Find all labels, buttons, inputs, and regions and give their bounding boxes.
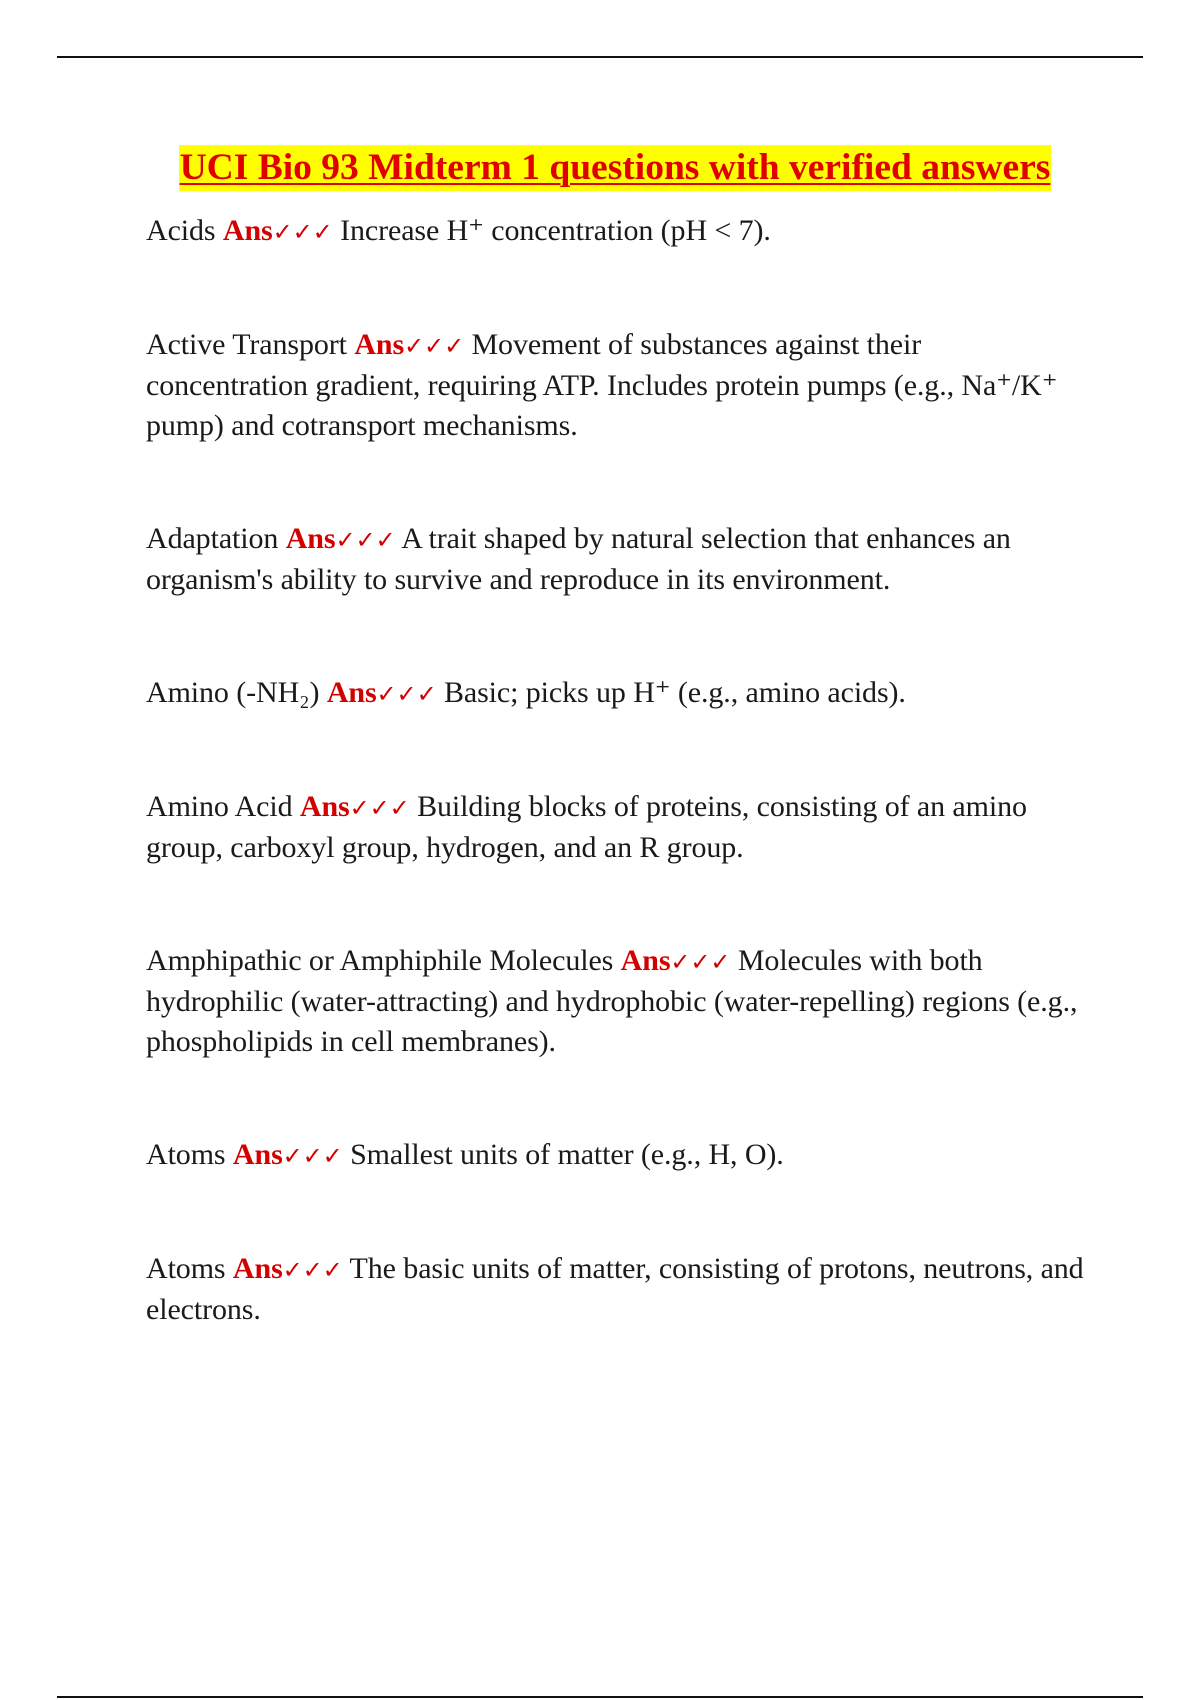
entry-definition: Movement of substances against their concentration gradient, requiring ATP. Includes protein pumps (e.g., Na⁺/K⁺ pump) and cotransport mechanisms. <box>146 328 1058 442</box>
document-title: UCI Bio 93 Midterm 1 questions with verified answers <box>179 145 1052 191</box>
document-body <box>146 145 1086 1403</box>
entry-term: Atoms <box>146 1252 226 1285</box>
list-item <box>146 1135 1086 1176</box>
list-item <box>146 325 1086 446</box>
answer-label: Ans <box>232 1138 283 1171</box>
entry-term: Amino Acid <box>146 790 293 823</box>
entry-definition: Increase H⁺ concentration (pH < 7). <box>340 214 771 247</box>
list-item <box>146 673 1086 714</box>
bottom-rule <box>57 1696 1143 1698</box>
list-item <box>146 787 1086 868</box>
answer-label: Ans <box>326 676 377 709</box>
answer-label: Ans <box>285 522 336 555</box>
answer-label: Ans <box>232 1252 283 1285</box>
entry-term: Amphipathic or Amphiphile Molecules <box>146 944 614 977</box>
answer-label: Ans <box>299 790 350 823</box>
answer-label: Ans <box>222 214 273 247</box>
entry-definition: Molecules with both hydrophilic (water-attracting) and hydrophobic (water-repelling) regions (e.g., phospholipids in cell membranes). <box>146 944 1078 1058</box>
entry-list <box>146 211 1086 1330</box>
top-rule <box>57 56 1143 58</box>
entry-definition: Building blocks of proteins, consisting of an amino group, carboxyl group, hydrogen, and an R group. <box>146 790 1027 864</box>
entry-definition: Basic; picks up H⁺ (e.g., amino acids). <box>443 676 906 709</box>
check-icon: ✓✓✓ <box>282 1256 343 1284</box>
list-item <box>146 941 1086 1062</box>
check-icon: ✓✓✓ <box>282 1142 343 1170</box>
answer-label: Ans <box>620 944 671 977</box>
entry-definition: A trait shaped by natural selection that enhances an organism's ability to survive and reproduce in its environment. <box>146 522 1011 596</box>
entry-term: Adaptation <box>146 522 279 555</box>
entry-definition: The basic units of matter, consisting of protons, neutrons, and electrons. <box>146 1252 1084 1326</box>
title-wrapper <box>144 145 1086 191</box>
check-icon: ✓✓✓ <box>670 948 731 976</box>
check-icon: ✓✓✓ <box>272 218 333 246</box>
entry-term: Atoms <box>146 1138 226 1171</box>
check-icon: ✓✓✓ <box>349 794 410 822</box>
check-icon: ✓✓✓ <box>376 680 437 708</box>
entry-definition: Smallest units of matter (e.g., H, O). <box>350 1138 784 1171</box>
list-item <box>146 1249 1086 1330</box>
check-icon: ✓✓✓ <box>335 526 396 554</box>
entry-term: Amino (-NH₂) <box>146 676 320 709</box>
list-item <box>146 519 1086 600</box>
list-item <box>146 211 1086 252</box>
entry-term: Acids <box>146 214 216 247</box>
answer-label: Ans <box>354 328 405 361</box>
entry-term: Active Transport <box>146 328 347 361</box>
check-icon: ✓✓✓ <box>404 332 465 360</box>
